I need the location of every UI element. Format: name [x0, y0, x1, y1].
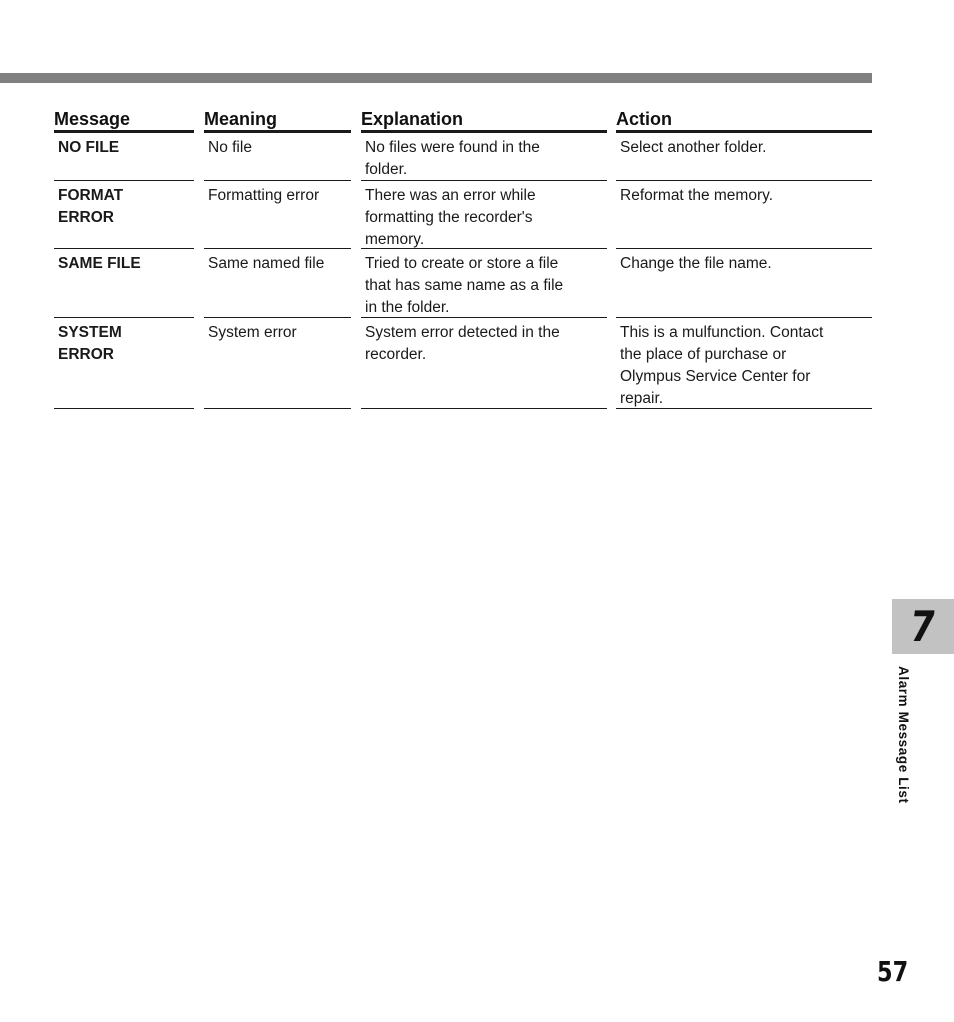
- action-cell: [616, 181, 872, 249]
- explanation-line: in the folder.: [365, 299, 450, 316]
- meaning-cell: [204, 249, 351, 318]
- meaning-line: Same named file: [208, 255, 325, 272]
- meaning-line: System error: [208, 324, 297, 341]
- action-line: Change the file name.: [620, 255, 772, 272]
- explanation-line: folder.: [365, 161, 408, 178]
- explanation-line: System error detected in the: [365, 324, 560, 341]
- message-line: ERROR: [58, 346, 114, 363]
- action-line: This is a mulfunction. Contact: [620, 324, 824, 341]
- action-line: Olympus Service Center for: [620, 368, 811, 385]
- action-cell: [616, 133, 872, 181]
- explanation-column: [361, 108, 607, 409]
- meaning-column: [204, 108, 351, 409]
- explanation-line: No files were found in the: [365, 139, 540, 156]
- explanation-line: memory.: [365, 231, 425, 248]
- explanation-cell: [361, 133, 607, 181]
- explanation-line: recorder.: [365, 346, 427, 363]
- top-divider-bar: [0, 73, 872, 83]
- page-number: 57: [877, 955, 909, 988]
- message-line: SAME FILE: [58, 255, 141, 272]
- explanation-cell: [361, 249, 607, 318]
- message-line: ERROR: [58, 209, 114, 226]
- header-meaning: Meaning: [204, 108, 351, 133]
- explanation-line: formatting the recorder's: [365, 209, 533, 226]
- chapter-number: 7: [907, 601, 939, 651]
- chapter-tab: [892, 599, 954, 654]
- header-message: Message: [54, 108, 194, 133]
- explanation-line: that has same name as a file: [365, 277, 564, 294]
- meaning-line: No file: [208, 139, 252, 156]
- action-line: the place of purchase or: [620, 346, 787, 363]
- action-cell: [616, 249, 872, 318]
- message-cell: [54, 318, 194, 409]
- message-column: [54, 108, 194, 409]
- meaning-cell: [204, 318, 351, 409]
- message-line: NO FILE: [58, 139, 120, 156]
- action-cell: [616, 318, 872, 409]
- action-line: Select another folder.: [620, 139, 767, 156]
- explanation-cell: [361, 318, 607, 409]
- header-action: Action: [616, 108, 872, 133]
- explanation-line: There was an error while: [365, 187, 536, 204]
- explanation-line: Tried to create or store a file: [365, 255, 559, 272]
- message-cell: [54, 181, 194, 249]
- action-line: repair.: [620, 390, 664, 407]
- meaning-cell: [204, 133, 351, 181]
- header-explanation: Explanation: [361, 108, 607, 133]
- message-line: FORMAT: [58, 187, 124, 204]
- explanation-cell: [361, 181, 607, 249]
- meaning-cell: [204, 181, 351, 249]
- message-line: SYSTEM: [58, 324, 122, 341]
- action-column: [616, 108, 872, 409]
- action-line: Reformat the memory.: [620, 187, 774, 204]
- message-cell: [54, 133, 194, 181]
- chapter-label: Alarm Message List: [896, 666, 911, 804]
- meaning-line: Formatting error: [208, 187, 320, 204]
- message-cell: [54, 249, 194, 318]
